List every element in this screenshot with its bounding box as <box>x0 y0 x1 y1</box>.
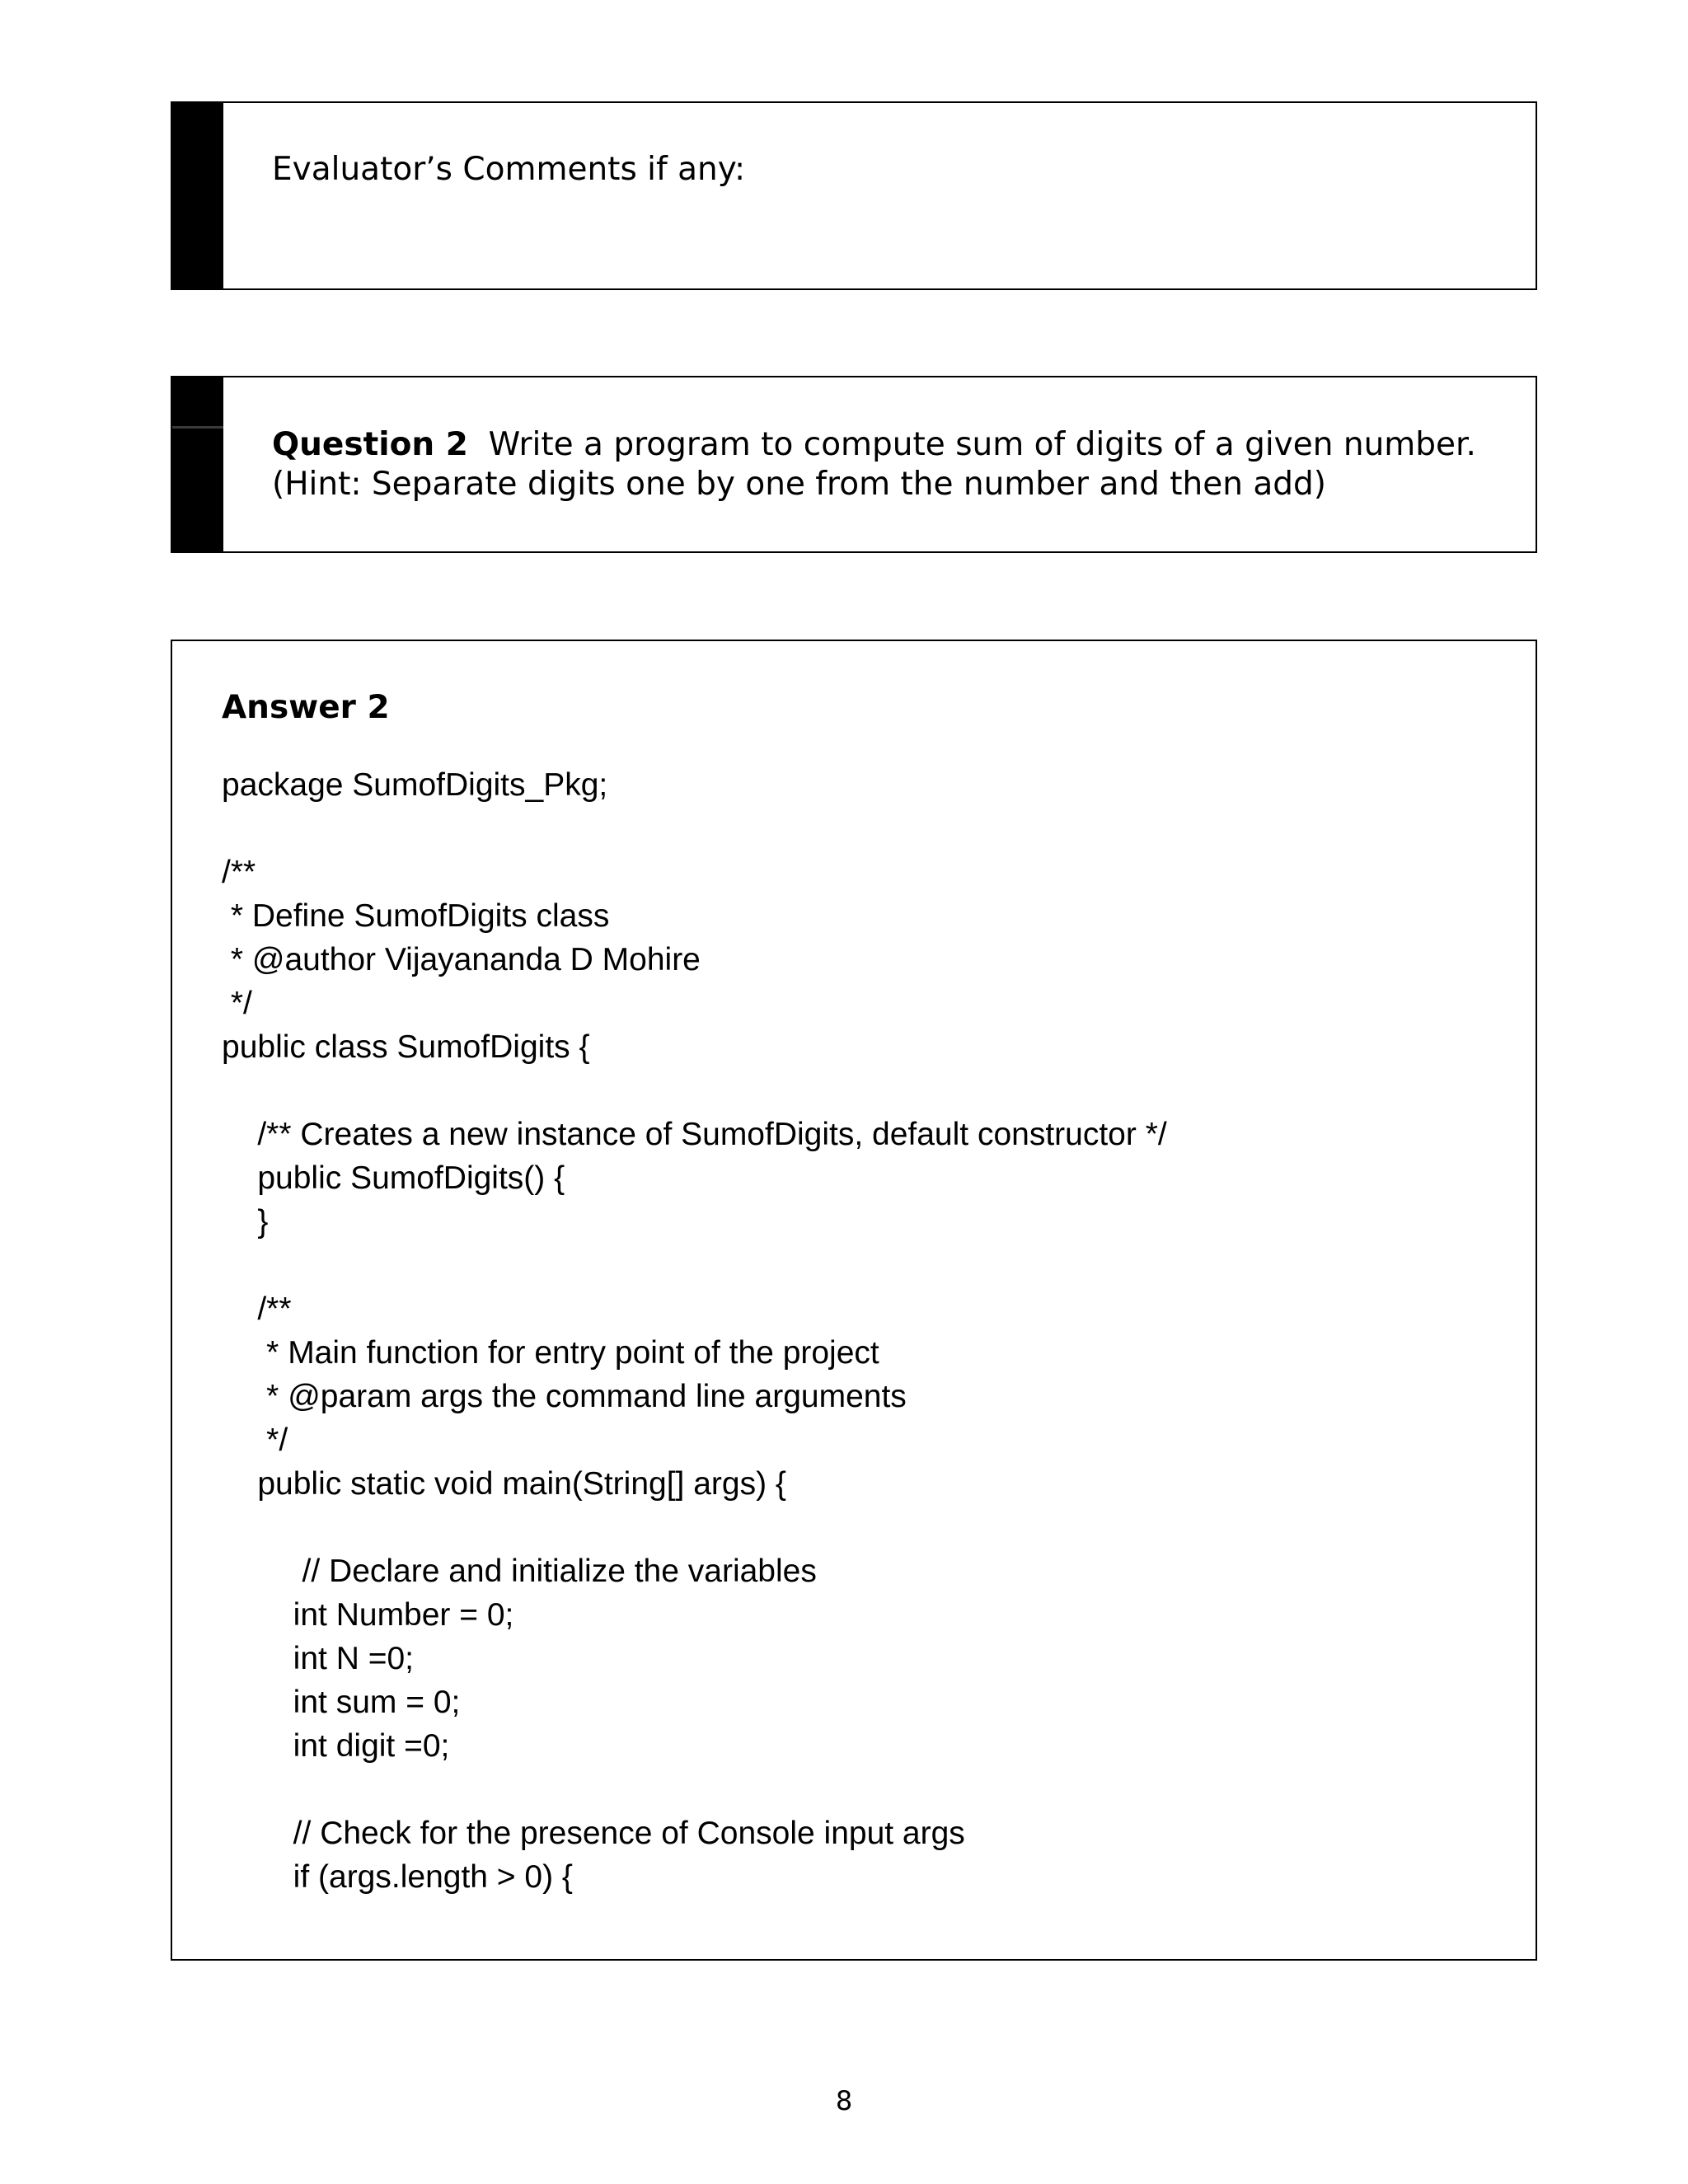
code-line: * @author Vijayananda D Mohire <box>222 942 701 977</box>
code-line: * Main function for entry point of the project <box>222 1335 879 1371</box>
code-line: /** <box>222 1291 292 1327</box>
code-line: public static void main(String[] args) { <box>222 1466 786 1502</box>
code-line: int sum = 0; <box>222 1685 461 1720</box>
code-line: /** <box>222 855 256 890</box>
code-line: * @param args the command line arguments <box>222 1379 907 1414</box>
page-number: 8 <box>835 2085 853 2116</box>
code-line: int digit =0; <box>222 1728 450 1764</box>
code-line: int Number = 0; <box>222 1597 514 1633</box>
code-line: public SumofDigits() { <box>222 1160 565 1196</box>
question-label: Question 2 <box>272 426 468 463</box>
code-line: } <box>222 1204 269 1240</box>
code-line: package SumofDigits_Pkg; <box>222 767 608 803</box>
code-line: /** Creates a new instance of SumofDigits, default constructor */ <box>222 1117 1167 1152</box>
comments-side-bar <box>172 103 223 288</box>
question-prompt: Write a program to compute sum of digits of a given number. <box>467 426 1476 463</box>
code-line: int N =0; <box>222 1641 415 1676</box>
question-bar-divider <box>172 426 223 429</box>
code-listing <box>222 763 1167 1899</box>
answer-title: Answer 2 <box>222 689 390 726</box>
question-side-bar <box>172 377 223 551</box>
code-line: */ <box>222 986 252 1021</box>
evaluator-comments-label: Evaluator’s Comments if any: <box>272 151 746 188</box>
question-box <box>171 376 1537 553</box>
code-line: */ <box>222 1422 288 1458</box>
question-hint: (Hint: Separate digits one by one from the number and then add) <box>272 466 1326 503</box>
code-line <box>222 1069 1167 1113</box>
code-line <box>222 1244 1167 1287</box>
question-text <box>272 425 1476 504</box>
code-line: * Define SumofDigits class <box>222 898 610 934</box>
code-line <box>222 1768 1167 1811</box>
evaluator-comments-box <box>171 101 1537 290</box>
code-line: // Check for the presence of Console input args <box>222 1816 965 1851</box>
code-line <box>222 1506 1167 1549</box>
code-line: // Declare and initialize the variables <box>222 1554 817 1589</box>
code-line: public class SumofDigits { <box>222 1029 590 1065</box>
code-line: if (args.length > 0) { <box>222 1859 573 1895</box>
answer-box <box>171 640 1537 1961</box>
code-line <box>222 807 1167 851</box>
